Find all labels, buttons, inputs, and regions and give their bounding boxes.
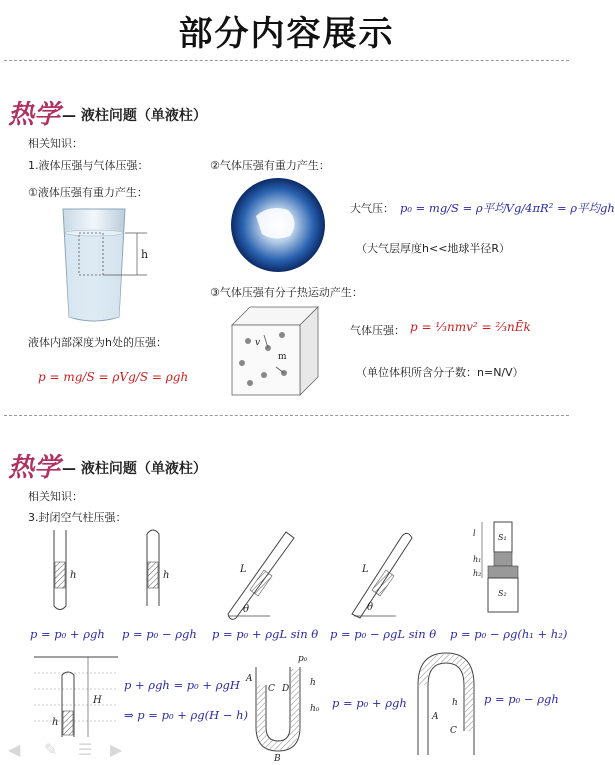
utube-B-label: B — [274, 754, 281, 764]
section1-item3: ③气体压强有分子热运动产生： — [210, 286, 363, 299]
utube-A-label: A — [246, 674, 253, 684]
utube-h-label: h — [310, 678, 316, 688]
tank-h-label: h — [52, 717, 59, 728]
atm-label: 大气压： — [350, 202, 394, 215]
utube-C-label: C — [268, 684, 275, 694]
fig5-l-label: l — [473, 529, 476, 538]
formula-1: p = p₀ + ρgh — [30, 627, 105, 641]
molecule-box-figure — [228, 303, 323, 398]
fig2-h-label: h — [163, 570, 170, 581]
inv-A-label: A — [432, 712, 439, 722]
inv-C-label: C — [450, 726, 457, 736]
divider — [4, 60, 569, 61]
section1-logo: 热学 — [8, 100, 61, 130]
menu-icon[interactable]: ☰ — [78, 740, 93, 759]
utube-D-label: D — [282, 684, 290, 694]
fig5-S1-label: S₁ — [498, 533, 507, 542]
depth-text: 液体内部深度为h处的压强： — [28, 336, 167, 349]
bottom-formula-4: p = p₀ − ρgh — [484, 692, 559, 706]
formula-4: p = p₀ − ρgL sin θ — [330, 627, 437, 641]
section2-related: 相关知识： — [28, 490, 83, 503]
section1-item2: ②气体压强有重力产生： — [210, 159, 330, 172]
water-glass-figure — [55, 205, 160, 325]
atm-note: （大气层厚度h<<地球半径R） — [356, 242, 511, 255]
bottom-formula-2: ⇒ p = p₀ + ρg(H − h) — [124, 708, 248, 722]
fig4-L-label: L — [362, 564, 369, 575]
box-v-label: v — [255, 338, 261, 348]
fig3-theta-label: θ — [243, 604, 250, 615]
section1-title: — 液柱问题（单液柱） — [62, 108, 207, 124]
box-m-label: m — [278, 352, 287, 362]
pen-icon[interactable]: ✎ — [44, 740, 58, 759]
fig5-h2-label: h₂ — [473, 569, 482, 578]
page-title: 部分内容展示 — [178, 14, 395, 54]
section1-item1a: ①液体压强有重力产生： — [28, 186, 148, 199]
formula-3: p = p₀ + ρgL sin θ — [212, 627, 319, 641]
bottom-formula-3: p = p₀ + ρgh — [332, 696, 407, 710]
bottom-formula-1: p + ρgh = p₀ + ρgH — [124, 678, 240, 692]
utube-p0-label: p₀ — [298, 654, 308, 664]
fig5-S2-label: S₂ — [498, 589, 507, 598]
next-slide-icon[interactable]: ▶ — [110, 740, 123, 759]
section2-logo: 热学 — [8, 453, 61, 483]
formula-2: p = p₀ − ρgh — [122, 627, 197, 641]
tank-H-label: H — [93, 695, 102, 706]
fig4-theta-label: θ — [367, 602, 374, 613]
gas-formula: p = ⅓nmv² = ⅔nĒk — [410, 320, 531, 334]
section-divider — [4, 415, 569, 416]
depth-formula: p = mg/S = ρVg/S = ρgh — [38, 370, 189, 384]
utube-h0-label: h₀ — [310, 704, 320, 714]
glass-h-label: h — [141, 248, 149, 261]
section1-related: 相关知识： — [28, 137, 83, 150]
fig1-h-label: h — [70, 570, 77, 581]
prev-slide-icon[interactable]: ◀ — [8, 740, 21, 759]
tube-figures-row — [0, 520, 573, 620]
fig3-L-label: L — [240, 564, 247, 575]
section2-item3: 3.封闭空气柱压强： — [28, 511, 127, 524]
gas-note: （单位体积所含分子数：n=N/V） — [356, 366, 524, 379]
section1-item1: 1.液体压强与气体压强： — [28, 159, 149, 172]
section2-title: — 液柱问题（单液柱） — [62, 461, 207, 477]
inv-h-label: h — [452, 698, 458, 708]
atm-formula: p₀ = mg/S = ρ平均Vg/4πR² = ρ平均gh — [400, 201, 615, 215]
formula-5: p = p₀ − ρg(h₁ + h₂) — [450, 627, 568, 641]
gas-label: 气体压强： — [350, 324, 405, 337]
fig5-h1-label: h₁ — [473, 555, 482, 564]
earth-figure — [222, 176, 334, 274]
